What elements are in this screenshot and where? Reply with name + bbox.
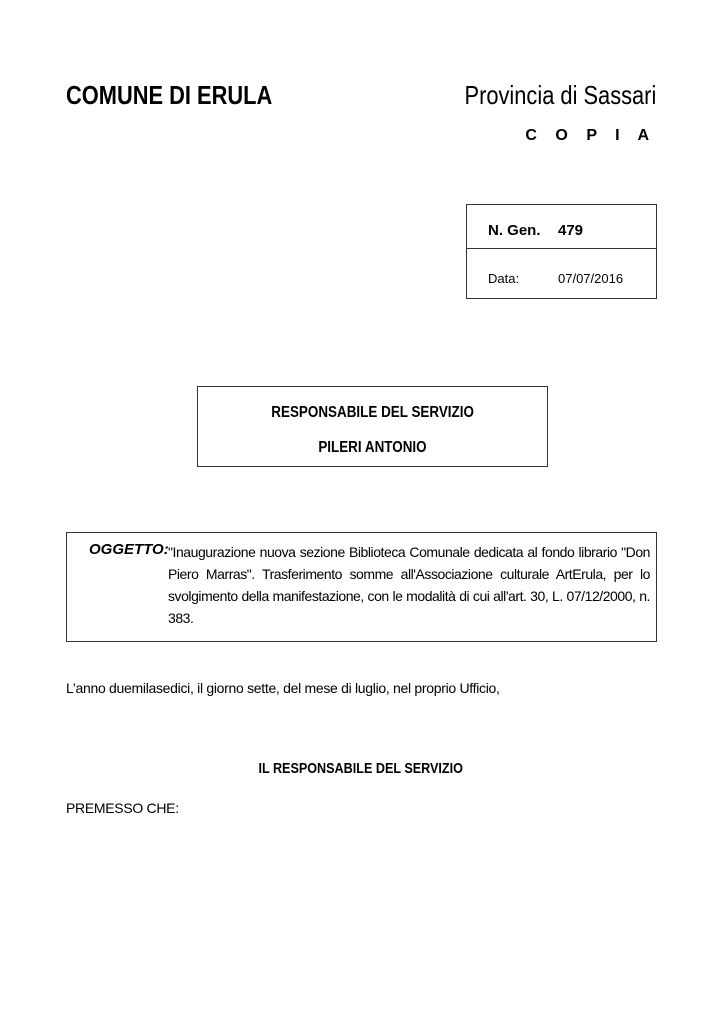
intro-text: L’anno duemilasedici, il giorno sette, del mese di luglio, nel proprio Ufficio, <box>66 680 500 696</box>
number-label: N. Gen. <box>488 222 541 239</box>
number-value: 479 <box>558 222 584 239</box>
registry-box <box>466 204 657 299</box>
province-name: Provincia di Sassari <box>464 80 656 110</box>
responsible-box <box>197 386 548 467</box>
premise-text: PREMESSO CHE: <box>66 800 179 816</box>
section-heading: IL RESPONSABILE DEL SERVIZIO <box>258 760 464 777</box>
subject-box <box>66 532 657 642</box>
municipality-title: COMUNE DI ERULA <box>66 80 273 110</box>
subject-text: "Inaugurazione nuova sezione Biblioteca Comunale dedicata al fondo librario "Don Piero Marras". Trasferimento somme all'Associazione culturale ArtErula, per lo svolgimento della manifestazione, con le modalità di cui all'art. 30, L. 07/12/2000, n. 383. <box>168 544 650 626</box>
subject-label: OGGETTO: <box>89 541 169 558</box>
date-label: Data: <box>488 271 520 286</box>
divider <box>467 248 656 249</box>
date-value: 07/07/2016 <box>558 271 624 286</box>
responsible-name: PILERI ANTONIO <box>318 439 427 456</box>
responsible-role: RESPONSABILE DEL SERVIZIO <box>271 404 474 421</box>
copy-label: C O P I A <box>525 127 656 144</box>
